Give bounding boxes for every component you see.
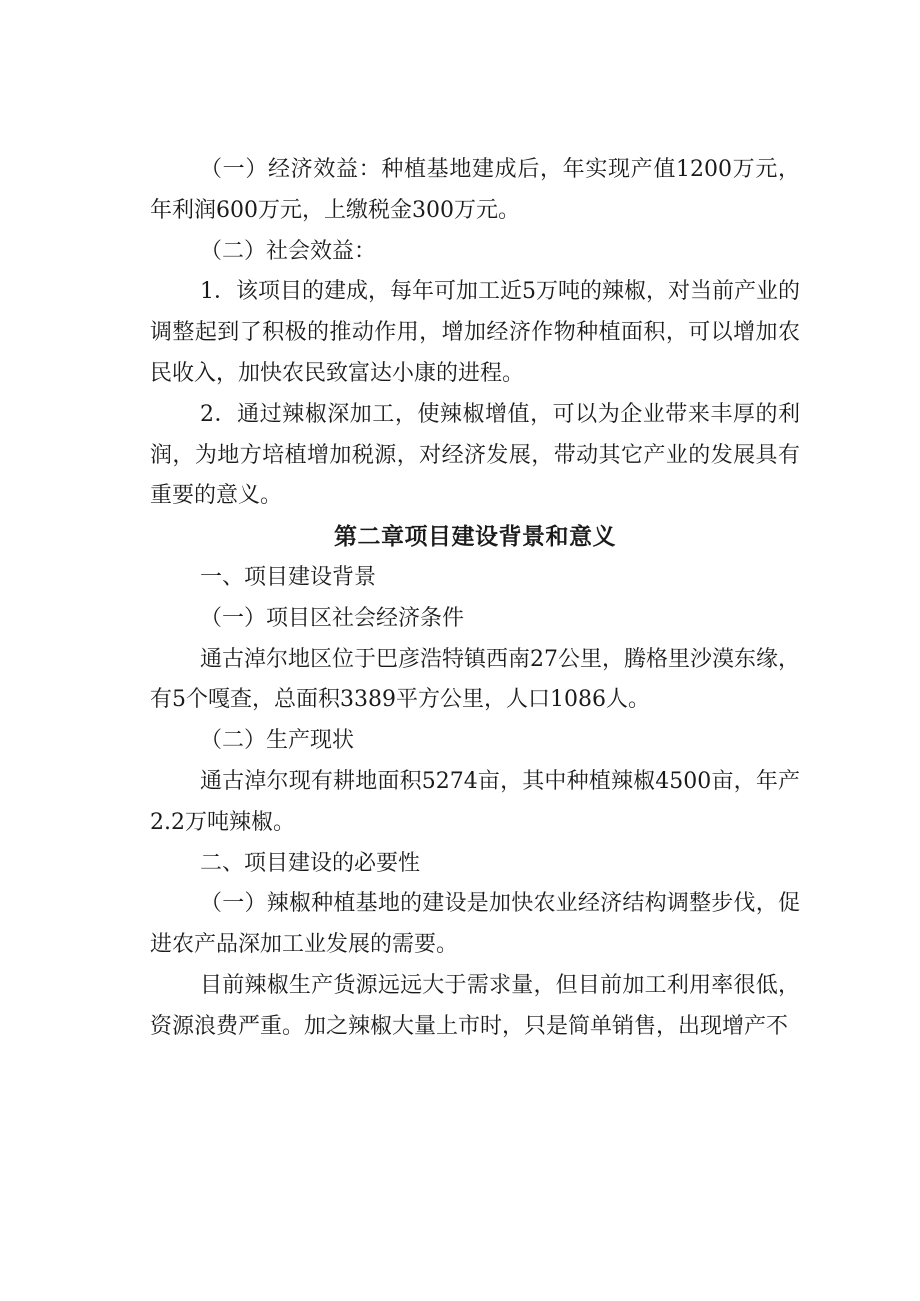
necessity-item-1: （一）辣椒种植基地的建设是加快农业经济结构调整步伐，促进农产品深加工业发展的需要。 bbox=[150, 891, 800, 958]
social-benefit-item-1: 1．该项目的建成，每年可加工近5万吨的辣椒，对当前产业的调整起到了积极的推动作用，增加经济作物种植面积，可以增加农民收入，加快农民致富达小康的进程。 bbox=[150, 279, 800, 386]
section-heading-necessity: 二、项目建设的必要性 bbox=[200, 850, 421, 876]
document-page bbox=[150, 150, 800, 1048]
subsection-heading-production: （二）生产现状 bbox=[200, 728, 355, 754]
chapter-title: 第二章项目建设背景和意义 bbox=[334, 524, 616, 551]
economic-benefit-paragraph: （一）经济效益：种植基地建成后，年实现产值1200万元，年利润600万元，上缴税金300万元。 bbox=[150, 157, 800, 223]
social-benefit-heading: （二）社会效益： bbox=[200, 238, 377, 264]
production-paragraph: 通古淖尔现有耕地面积5274亩，其中种植辣椒4500亩，年产2.2万吨辣椒。 bbox=[150, 768, 800, 835]
subsection-heading-conditions: （一）项目区社会经济条件 bbox=[200, 605, 465, 631]
conditions-paragraph: 通古淖尔地区位于巴彦浩特镇西南27公里，腾格里沙漠东缘，有5个嘎查，总面积3389平方公里，人口1086人。 bbox=[150, 646, 800, 713]
section-heading-background: 一、项目建设背景 bbox=[200, 564, 377, 590]
necessity-paragraph: 目前辣椒生产货源远远大于需求量，但目前加工利用率很低，资源浪费严重。加之辣椒大量上市时，只是简单销售，出现增产不 bbox=[150, 972, 800, 1039]
social-benefit-item-2: 2．通过辣椒深加工，使辣椒增值，可以为企业带来丰厚的利润，为地方培植增加税源，对经济发展，带动其它产业的发展具有重要的意义。 bbox=[150, 401, 800, 509]
